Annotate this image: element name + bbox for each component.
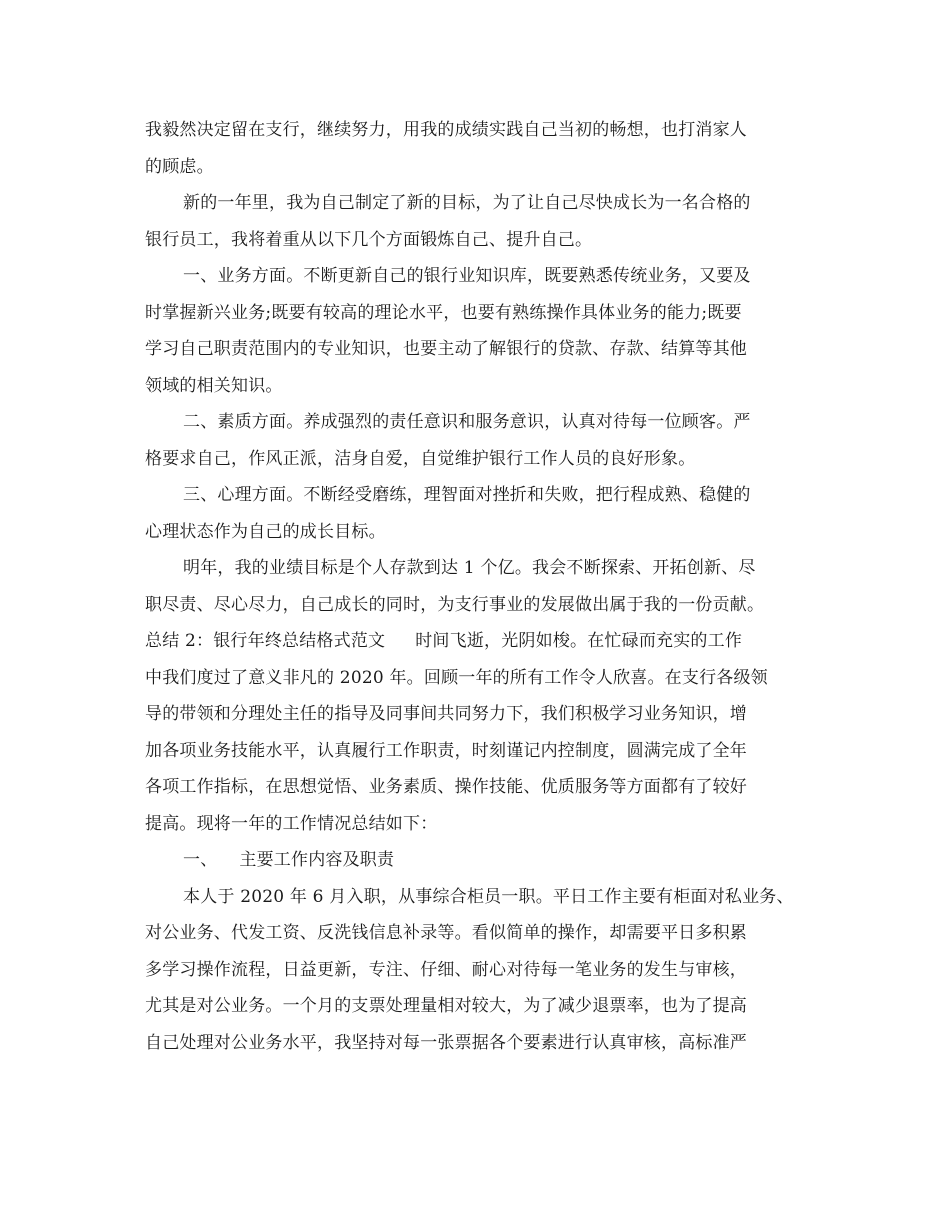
paragraph-line: 自己处理对公业务水平，我坚持对每一张票据各个要素进行认真审核，高标准严 bbox=[145, 1032, 747, 1053]
paragraph-line: 中我们度过了意义非凡的 2020 年。回顾一年的所有工作令人欣喜。在支行各级领 bbox=[145, 667, 768, 688]
paragraph-line: 三、心理方面。不断经受磨练，理智面对挫折和失败，把行程成熟、稳健的 bbox=[183, 485, 751, 505]
paragraph-line: 一、业务方面。不断更新自己的银行业知识库，既要熟悉传统业务，又要及 bbox=[183, 266, 751, 286]
section-heading-number: 一、 bbox=[183, 850, 218, 870]
paragraph-line: 明年，我的业绩目标是个人存款到达 1 个亿。我会不断探索、开拓创新、尽 bbox=[183, 558, 756, 578]
paragraph-line: 尤其是对公业务。一个月的支票处理量相对较大，为了减少退票率，也为了提高 bbox=[145, 996, 747, 1016]
paragraph-line: 新的一年里，我为自己制定了新的目标，为了让自己尽快成长为一名合格的 bbox=[183, 193, 751, 213]
paragraph-line: 各项工作指标，在思想觉悟、业务素质、操作技能、优质服务等方面都有了较好 bbox=[145, 777, 747, 797]
summary-first-text: 时间飞逝，光阴如梭。在忙碌而充实的工作 bbox=[415, 631, 743, 651]
paragraph-line: 对公业务、代发工资、反洗钱信息补录等。看似简单的操作，却需要平日多积累 bbox=[145, 923, 747, 943]
paragraph-line: 领域的相关知识。 bbox=[145, 375, 283, 396]
paragraph-line: 提高。现将一年的工作情况总结如下： bbox=[145, 813, 438, 834]
summary-title: 总结 2：银行年终总结格式范文 bbox=[145, 631, 386, 651]
paragraph-line: 职尽责、尽心尽力，自己成长的同时，为支行事业的发展做出属于我的一份贡献。 bbox=[145, 594, 765, 615]
section-heading bbox=[145, 842, 813, 879]
paragraph-line: 学习自己职责范围内的专业知识，也要主动了解银行的贷款、存款、结算等其他 bbox=[145, 339, 747, 359]
section-heading-text: 主要工作内容及职责 bbox=[239, 850, 395, 870]
paragraph-line: 银行员工，我将着重从以下几个方面锻炼自己、提升自己。 bbox=[145, 229, 593, 250]
paragraph-line: 时掌握新兴业务;既要有较高的理论水平，也要有熟练操作具体业务的能力;既要 bbox=[145, 302, 742, 323]
summary-title-line bbox=[145, 623, 813, 660]
paragraph-line: 导的带领和分理处主任的指导及同事间共同努力下，我们积极学习业务知识，增 bbox=[145, 704, 747, 724]
paragraph-line: 心理状态作为自己的成长目标。 bbox=[145, 521, 386, 542]
paragraph-line: 多学习操作流程，日益更新，专注、仔细、耐心对待每一笔业务的发生与审核， bbox=[145, 959, 747, 980]
paragraph-line: 二、素质方面。养成强烈的责任意识和服务意识，认真对待每一位顾客。严 bbox=[183, 412, 751, 432]
paragraph-line: 加各项业务技能水平，认真履行工作职责，时刻谨记内控制度，圆满完成了全年 bbox=[145, 740, 747, 761]
paragraph-line: 本人于 2020 年 6 月入职，从事综合柜员一职。平日工作主要有柜面对私业务、 bbox=[183, 886, 794, 907]
paragraph-line: 格要求自己，作风正派，洁身自爱，自觉维护银行工作人员的良好形象。 bbox=[145, 448, 696, 469]
document-body bbox=[145, 112, 813, 1061]
paragraph-line: 的顾虑。 bbox=[145, 156, 214, 177]
paragraph-line: 我毅然决定留在支行，继续努力，用我的成绩实践自己当初的畅想，也打消家人 bbox=[145, 120, 747, 140]
